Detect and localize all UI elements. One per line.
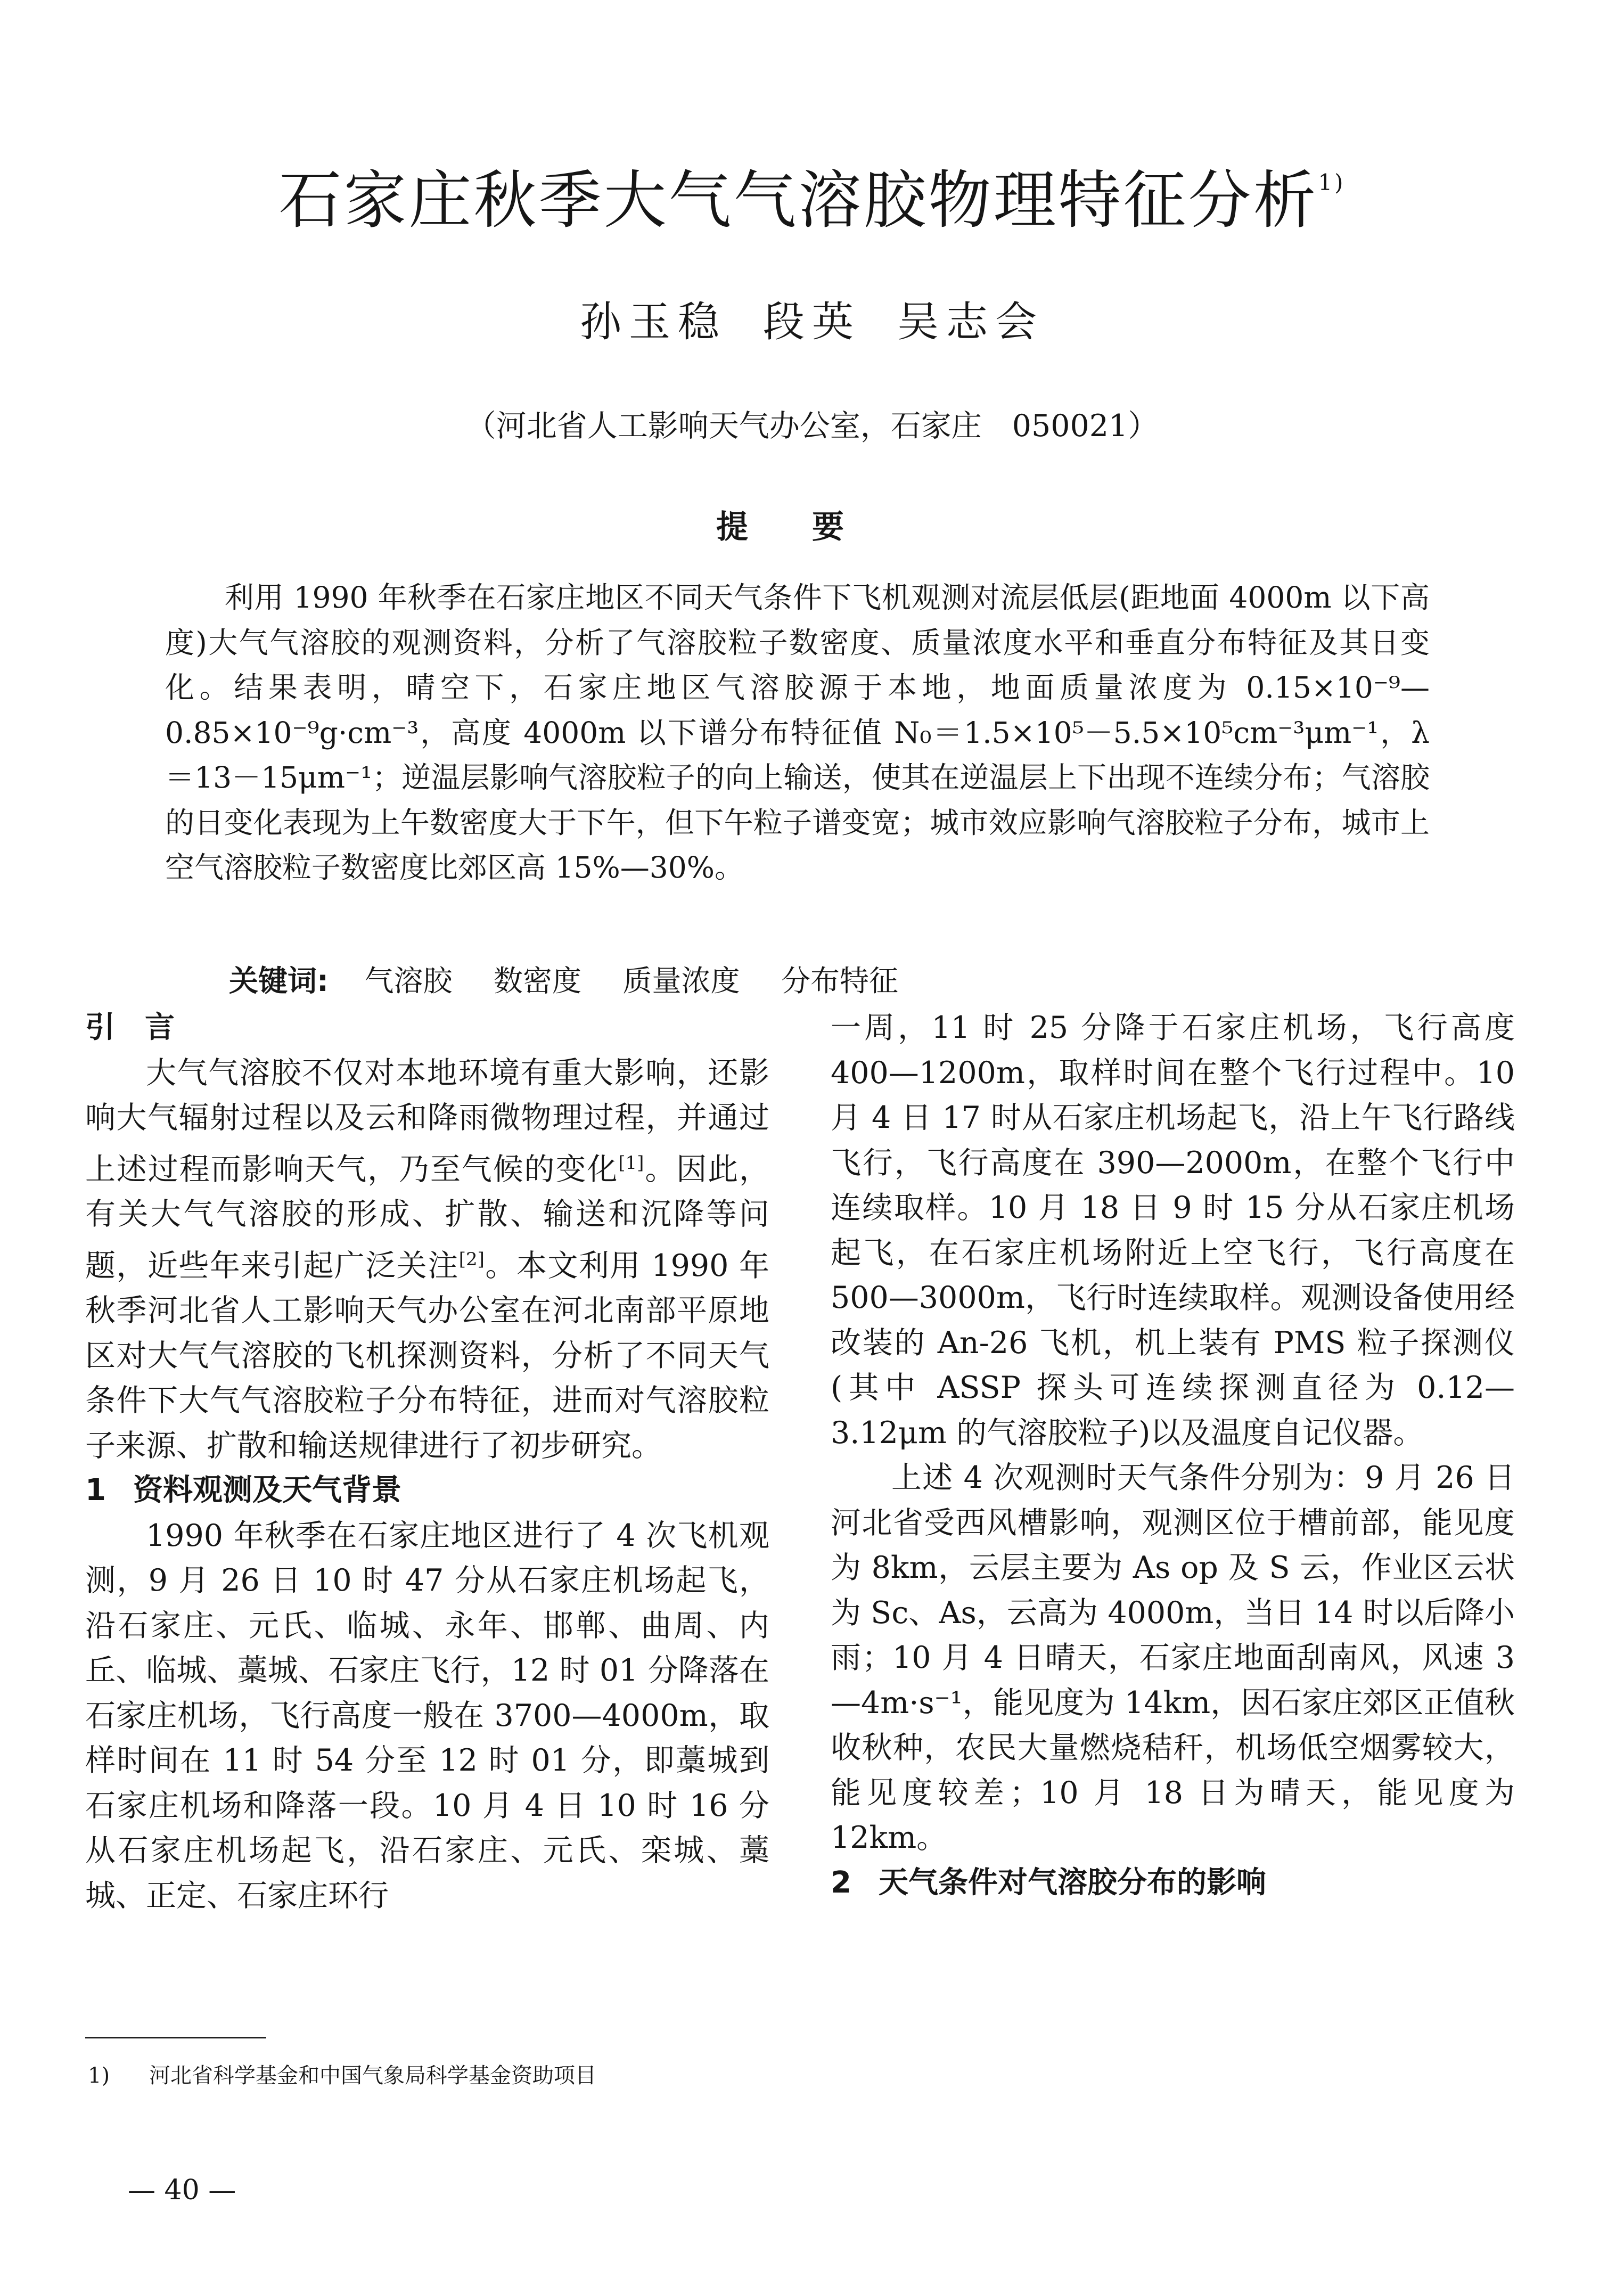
author: 孙玉稳 [579, 298, 727, 346]
keywords [229, 959, 1430, 1003]
right-column [831, 1005, 1515, 1905]
abstract-body [165, 575, 1430, 890]
keyword: 分布特征 [781, 964, 898, 998]
citation: [2] [458, 1248, 485, 1270]
left-column [85, 1005, 769, 1918]
keyword: 气溶胶 [364, 964, 453, 998]
section-1-paragraph: 1990 年秋季在石家庄地区进行了 4 次飞机观测，9 月 26 日 10 时 47 分从石家庄机场起飞，沿石家庄、元氏、临城、永年、邯郸、曲周、内丘、临城、藁城、石家庄飞行，12 时 01 分降落在石家庄机场，飞行高度一般在 3700—4000m，取样时间在 11 时 54 分至 12 时 01 分，即藁城到石家庄机场和降落一段。10 月 4 日 10 时 16 分从石家庄机场起飞，沿石家庄、元氏、栾城、藁城、正定、石家庄环行 [85, 1518, 769, 1913]
footnote-divider [85, 2037, 266, 2038]
intro-heading: 引 言 [85, 1010, 175, 1045]
section-2-heading: 2 天气条件对气溶胶分布的影响 [831, 1865, 1266, 1900]
author: 吴志会 [897, 298, 1045, 346]
keyword: 质量浓度 [622, 964, 740, 998]
keyword: 数密度 [493, 964, 581, 998]
section-1-heading: 1 资料观测及天气背景 [85, 1473, 401, 1508]
section-1-paragraph-continued: 一周，11 时 25 分降于石家庄机场，飞行高度 400—1200m，取样时间在整个飞行过程中。10 月 4 日 17 时从石家庄机场起飞，沿上午飞行路线飞行，飞行高度在 390—2000m，在整个飞行中连续取样。10 月 18 日 9 时 15 分从石家庄机场起飞，在石家庄机场附近上空飞行，飞行高度在 500—3000m，飞行时连续取样。观测设备使用经改装的 An-26 飞机，机上装有 PMS 粒子探测仪(其中 ASSP 探头可连续探测直径为 0.12—3.12μm 的气溶胶粒子)以及温度自记仪器。 [831, 1010, 1515, 1451]
abstract-heading: 提要 [716, 509, 908, 546]
keywords-label: 关键词: [229, 964, 329, 998]
paper-title: 石家庄秋季大气气溶胶物理特征分析$^{1)}$ [278, 163, 1346, 237]
affiliation: （河北省人工影响天气办公室，石家庄 050021） [465, 408, 1159, 444]
intro-paragraph: 大气气溶胶不仅对本地环境有重大影响，还影响大气辐射过程以及云和降雨微物理过程，并通过上述过程而影响天气，乃至气候的变化[1]。因此，有关大气气溶胶的形成、扩散、输送和沉降等问题，近些年来引起广泛关注[2]。本文利用 1990 年秋季河北省人工影响天气办公室在河北南部平原地区对大气气溶胶的飞机探测资料，分析了不同天气条件下大气气溶胶粒子分布特征，进而对气溶胶粒子来源、扩散和输送规律进行了初步研究。 [85, 1055, 770, 1463]
title-footnote-mark: 1) [1318, 169, 1346, 195]
footnote: 1) 河北省科学基金和中国气象局科学基金资助项目 [88, 2063, 596, 2088]
author: 段英 [762, 298, 861, 346]
citation: [1] [618, 1152, 644, 1174]
abstract-text: 利用 1990 年秋季在石家庄地区不同天气条件下飞机观测对流层低层(距地面 4000m 以下高度)大气气溶胶的观测资料，分析了气溶胶粒子数密度、质量浓度水平和垂直分布特征及其日变化。结果表明，晴空下，石家庄地区气溶胶源于本地，地面质量浓度为 0.15×10⁻⁹—0.85×10⁻⁹g·cm⁻³，高度 4000m 以下谱分布特征值 N₀＝1.5×10⁵－5.5×10⁵cm⁻³μm⁻¹，λ＝13－15μm⁻¹；逆温层影响气溶胶粒子的向上输送，使其在逆温层上下出现不连续分布；气溶胶的日变化表现为上午数密度大于下午，但下午粒子谱变宽；城市效应影响气溶胶粒子分布，城市上空气溶胶粒子数密度比郊区高 15%—30%。 [165, 580, 1430, 884]
weather-paragraph: 上述 4 次观测时天气条件分别为：9 月 26 日河北省受西风槽影响，观测区位于槽前部，能见度为 8km，云层主要为 As op 及 S 云，作业区云状为 Sc、As，云高为 4000m，当日 14 时以后降小雨；10 月 4 日晴天，石家庄地面刮南风，风速 3—4m·s⁻¹，能见度为 14km，因石家庄郊区正值秋收秋种，农民大量燃烧秸秆，机场低空烟雾较大，能见度较差；10 月 18 日为晴天，能见度为 12km。 [831, 1460, 1515, 1855]
page-number: — 40 — [128, 2174, 236, 2206]
author-list [0, 296, 1624, 349]
